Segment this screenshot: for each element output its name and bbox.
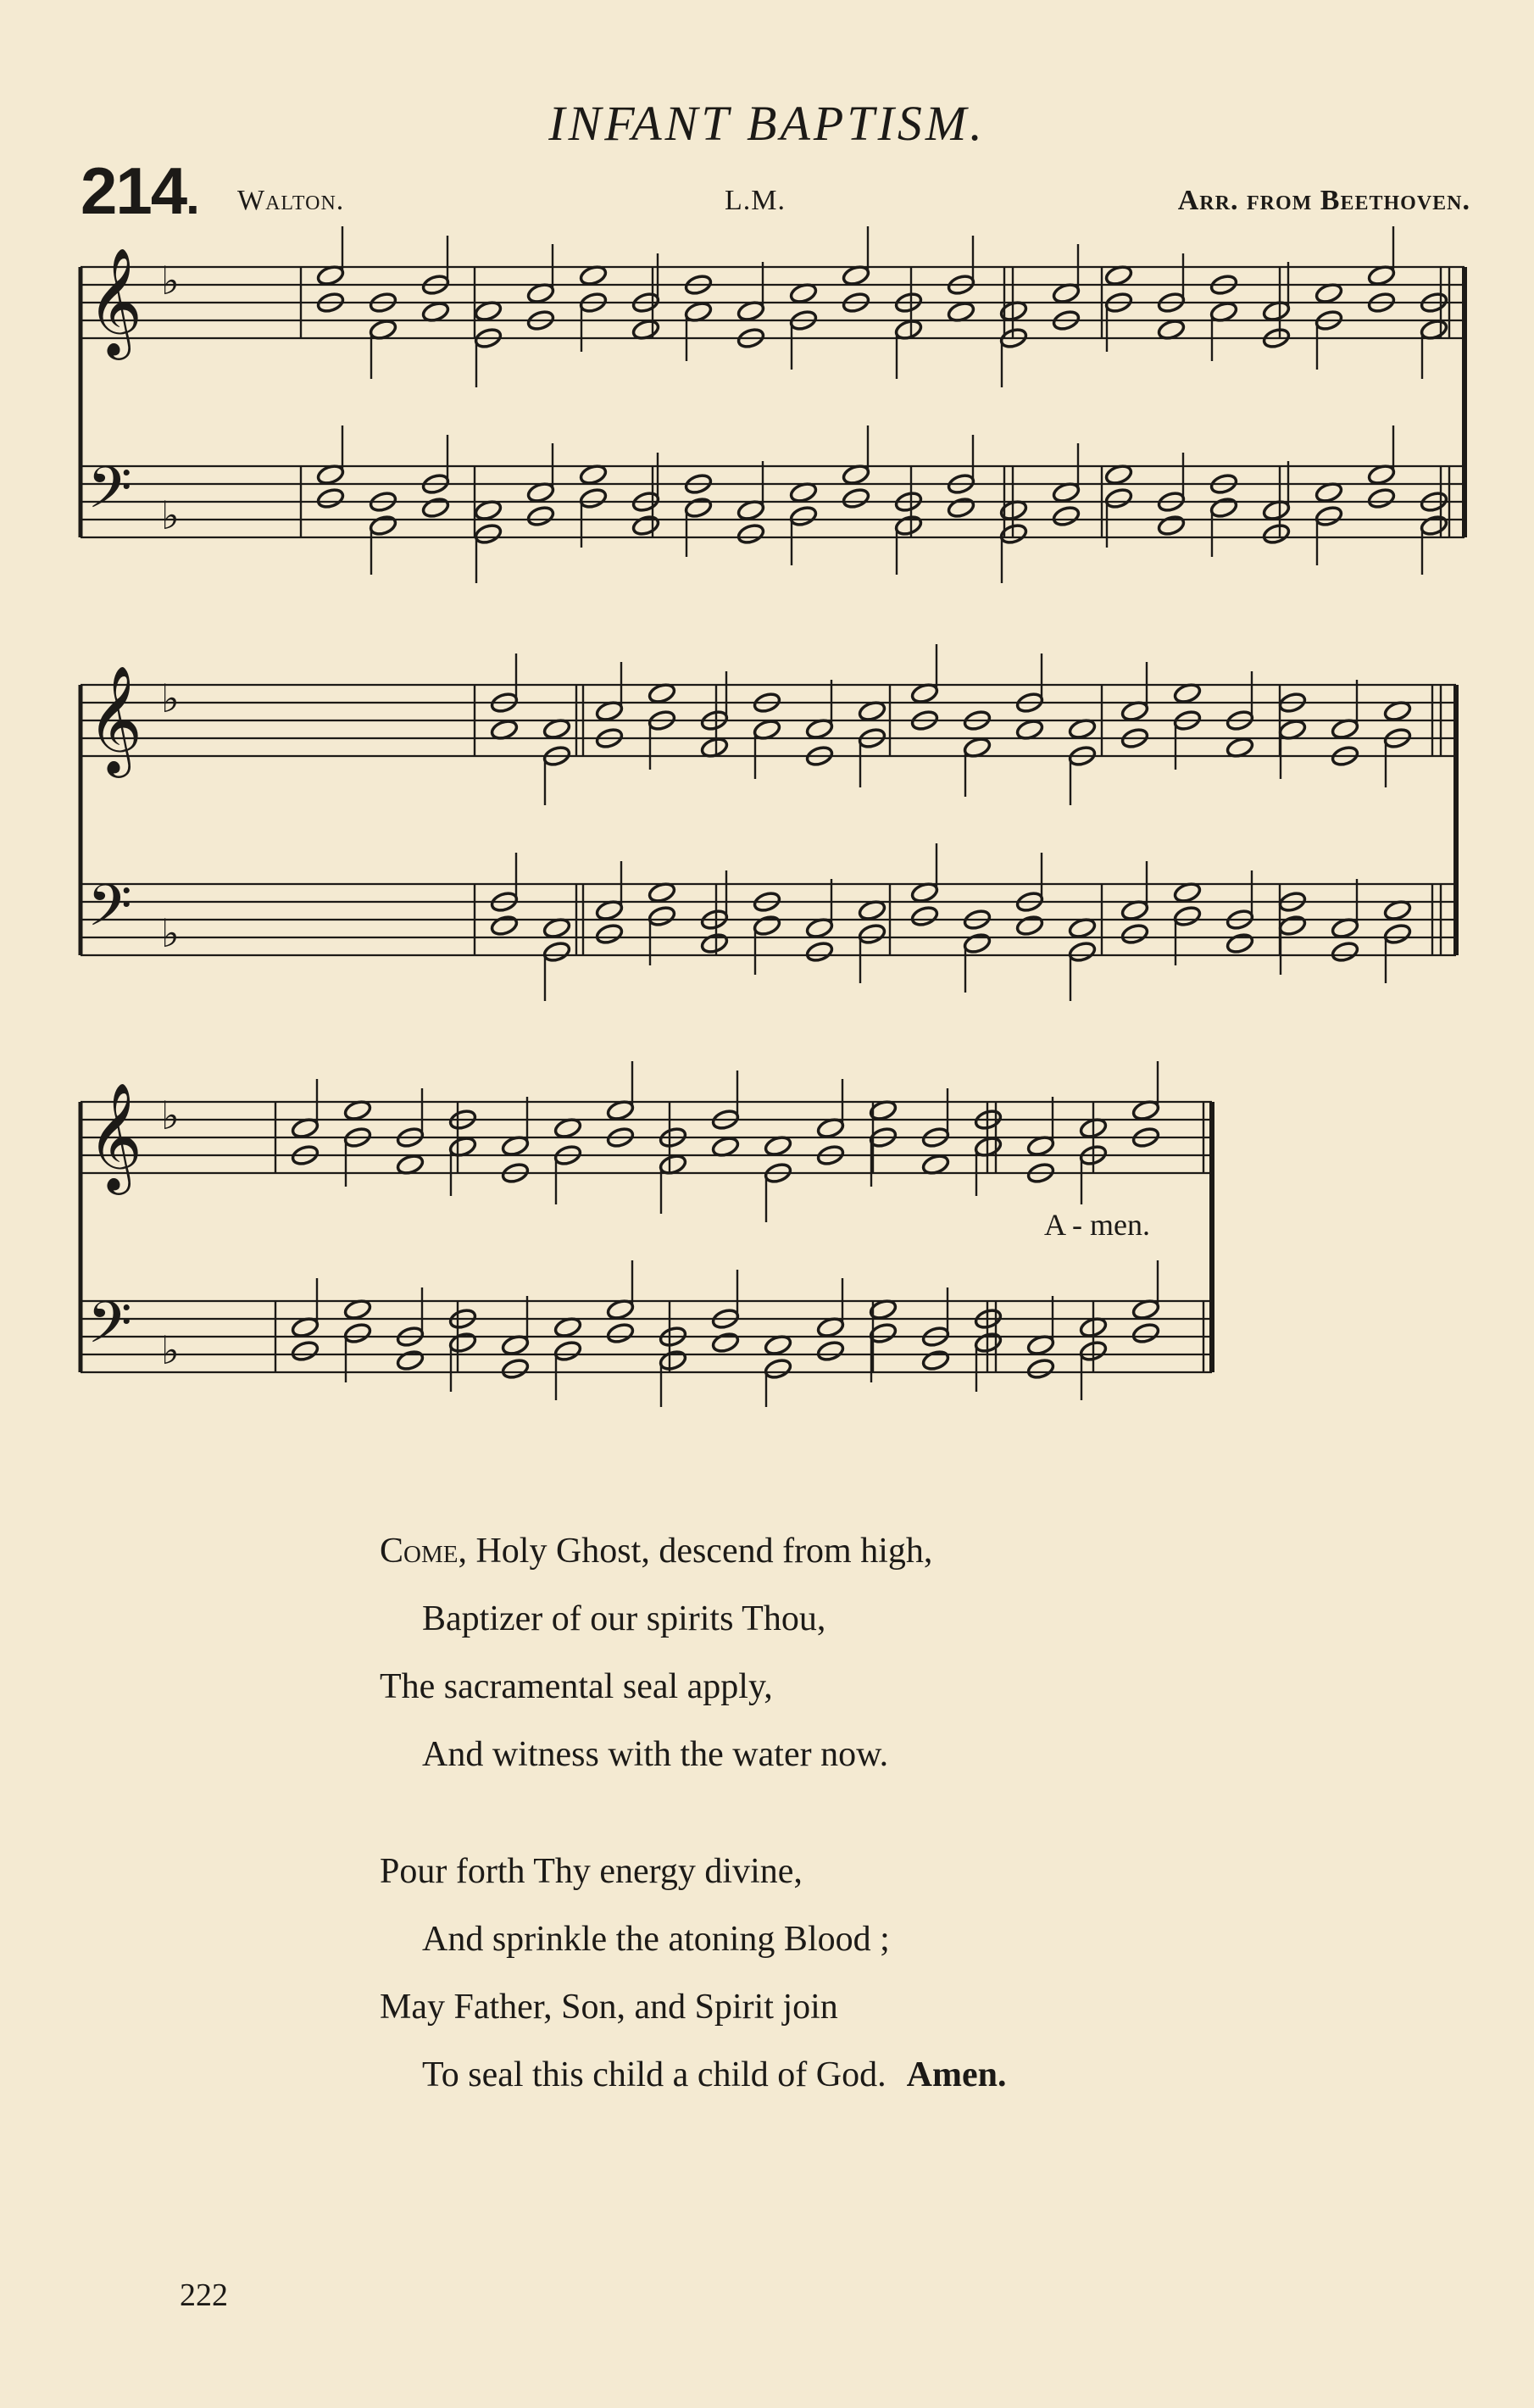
note-head [1367,487,1396,509]
note-head [963,932,992,954]
verse-line: The sacramental seal apply, [380,1667,773,1706]
note-head [631,514,660,537]
note-head [1131,1321,1160,1344]
bass-clef: 𝄢 [87,873,132,954]
note-head [595,922,624,945]
verse-1 [380,1517,1227,1788]
note-head [1052,504,1081,527]
flat-sign: ♭ [161,676,180,721]
note-head [343,1321,372,1344]
note-head [490,914,519,937]
flat-sign: ♭ [161,492,180,538]
note-head [1262,522,1291,545]
treble-clef: 𝄞 [87,247,143,355]
note-head [1173,904,1202,927]
first-word: Come, [380,1532,467,1571]
bass-clef: 𝄢 [87,1290,132,1371]
note-head [474,522,503,545]
note-head [858,922,886,945]
treble-clef: 𝄞 [87,665,143,773]
note-head [1120,922,1149,945]
amen-text: Amen. [906,2055,1007,2094]
note-head [1383,922,1412,945]
note-head [1209,496,1238,519]
page-number: 222 [180,2277,228,2313]
treble-clef: 𝄞 [87,1082,143,1190]
note-head [448,1331,477,1354]
tune-name: Walton. [237,185,345,216]
note-head [700,932,729,954]
note-head [1015,914,1044,937]
flat-sign: ♭ [161,910,180,956]
flat-sign: ♭ [161,1093,180,1138]
note-head [291,1339,320,1362]
note-head [1026,1357,1055,1380]
verse-line: Baptizer of our spirits Thou, [422,1599,826,1638]
note-head [396,1349,425,1371]
note-head [921,1349,950,1371]
verse-line: And sprinkle the atoning Blood ; [422,1920,890,1959]
verse-2 [380,1838,1227,2109]
arranger-credit: Arr. from Beethoven. [1177,185,1470,216]
note-head [1278,914,1307,937]
note-head [736,522,765,545]
verse-line: Pour forth Thy energy divine, [380,1852,803,1891]
note-head [526,504,555,527]
note-head [684,496,713,519]
note-head [659,1349,687,1371]
meter: L.M. [725,185,786,216]
note-head [1226,932,1254,954]
note-head [1314,504,1343,527]
verse-line: To seal this child a child of God. Amen. [422,2055,1007,2094]
note-head [1331,940,1359,963]
note-head [421,496,450,519]
amen-lyric: A - men. [1044,1208,1150,1242]
note-head [711,1331,740,1354]
note-head [947,496,975,519]
note-head [369,514,397,537]
note-head [789,504,818,527]
note-head [1157,514,1186,537]
verse-line: Come, Holy Ghost, descend from high, [380,1532,933,1571]
note-head [316,487,345,509]
flat-sign: ♭ [161,258,180,303]
note-head [1068,940,1097,963]
note-head [542,940,571,963]
note-head [648,904,676,927]
note-head [753,914,781,937]
note-head [816,1339,845,1362]
note-head [606,1321,635,1344]
note-head [553,1339,582,1362]
note-head [842,487,870,509]
note-head [805,940,834,963]
bass-clef: 𝄢 [87,455,132,536]
hymn-text [380,1517,1227,2158]
note-head [910,904,939,927]
flat-sign: ♭ [161,1327,180,1373]
note-head [764,1357,792,1380]
note-head [579,487,608,509]
note-head [1420,514,1448,537]
note-head [501,1357,530,1380]
note-head [1104,487,1133,509]
verse-line: And witness with the water now. [422,1735,889,1774]
hymn-number: 214. [81,153,198,228]
verse-line: May Father, Son, and Spirit join [380,1988,838,2027]
section-title: INFANT BAPTISM. [548,96,986,151]
note-head [894,514,923,537]
